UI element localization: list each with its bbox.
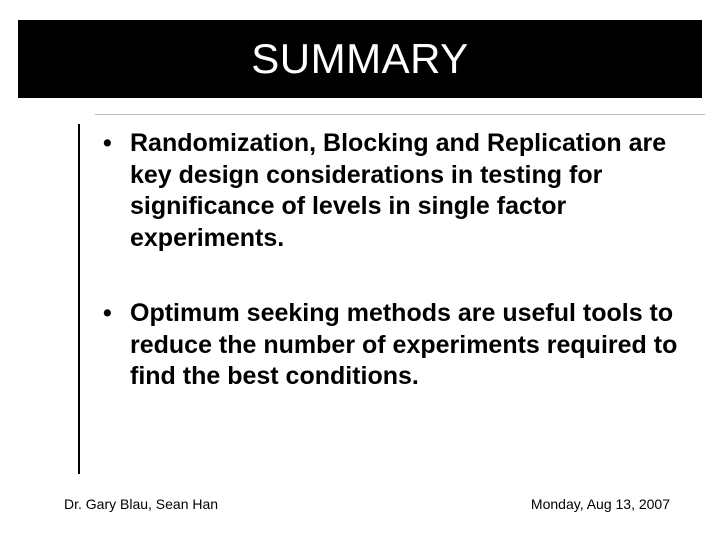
bullet-item-optimum-seeking [103, 298, 703, 393]
bullet-text: Randomization, Blocking and Replication are key design considerations in testing for significance of levels in single factor experiments. [130, 129, 667, 252]
top-divider-line [95, 114, 705, 115]
bullet-icon: • [103, 299, 112, 327]
footer-authors: Dr. Gary Blau, Sean Han [64, 496, 219, 512]
bullet-list [103, 128, 703, 393]
bullet-text: Optimum seeking methods are useful tools to reduce the number of experiments required to find the best conditions. [130, 299, 678, 390]
slide-title: SUMMARY [251, 35, 469, 82]
bullet-item-randomization [103, 128, 703, 254]
footer-date: Monday, Aug 13, 2007 [530, 496, 670, 512]
left-divider-line [78, 124, 80, 474]
bullet-icon: • [103, 129, 112, 157]
title-bar [18, 20, 702, 98]
